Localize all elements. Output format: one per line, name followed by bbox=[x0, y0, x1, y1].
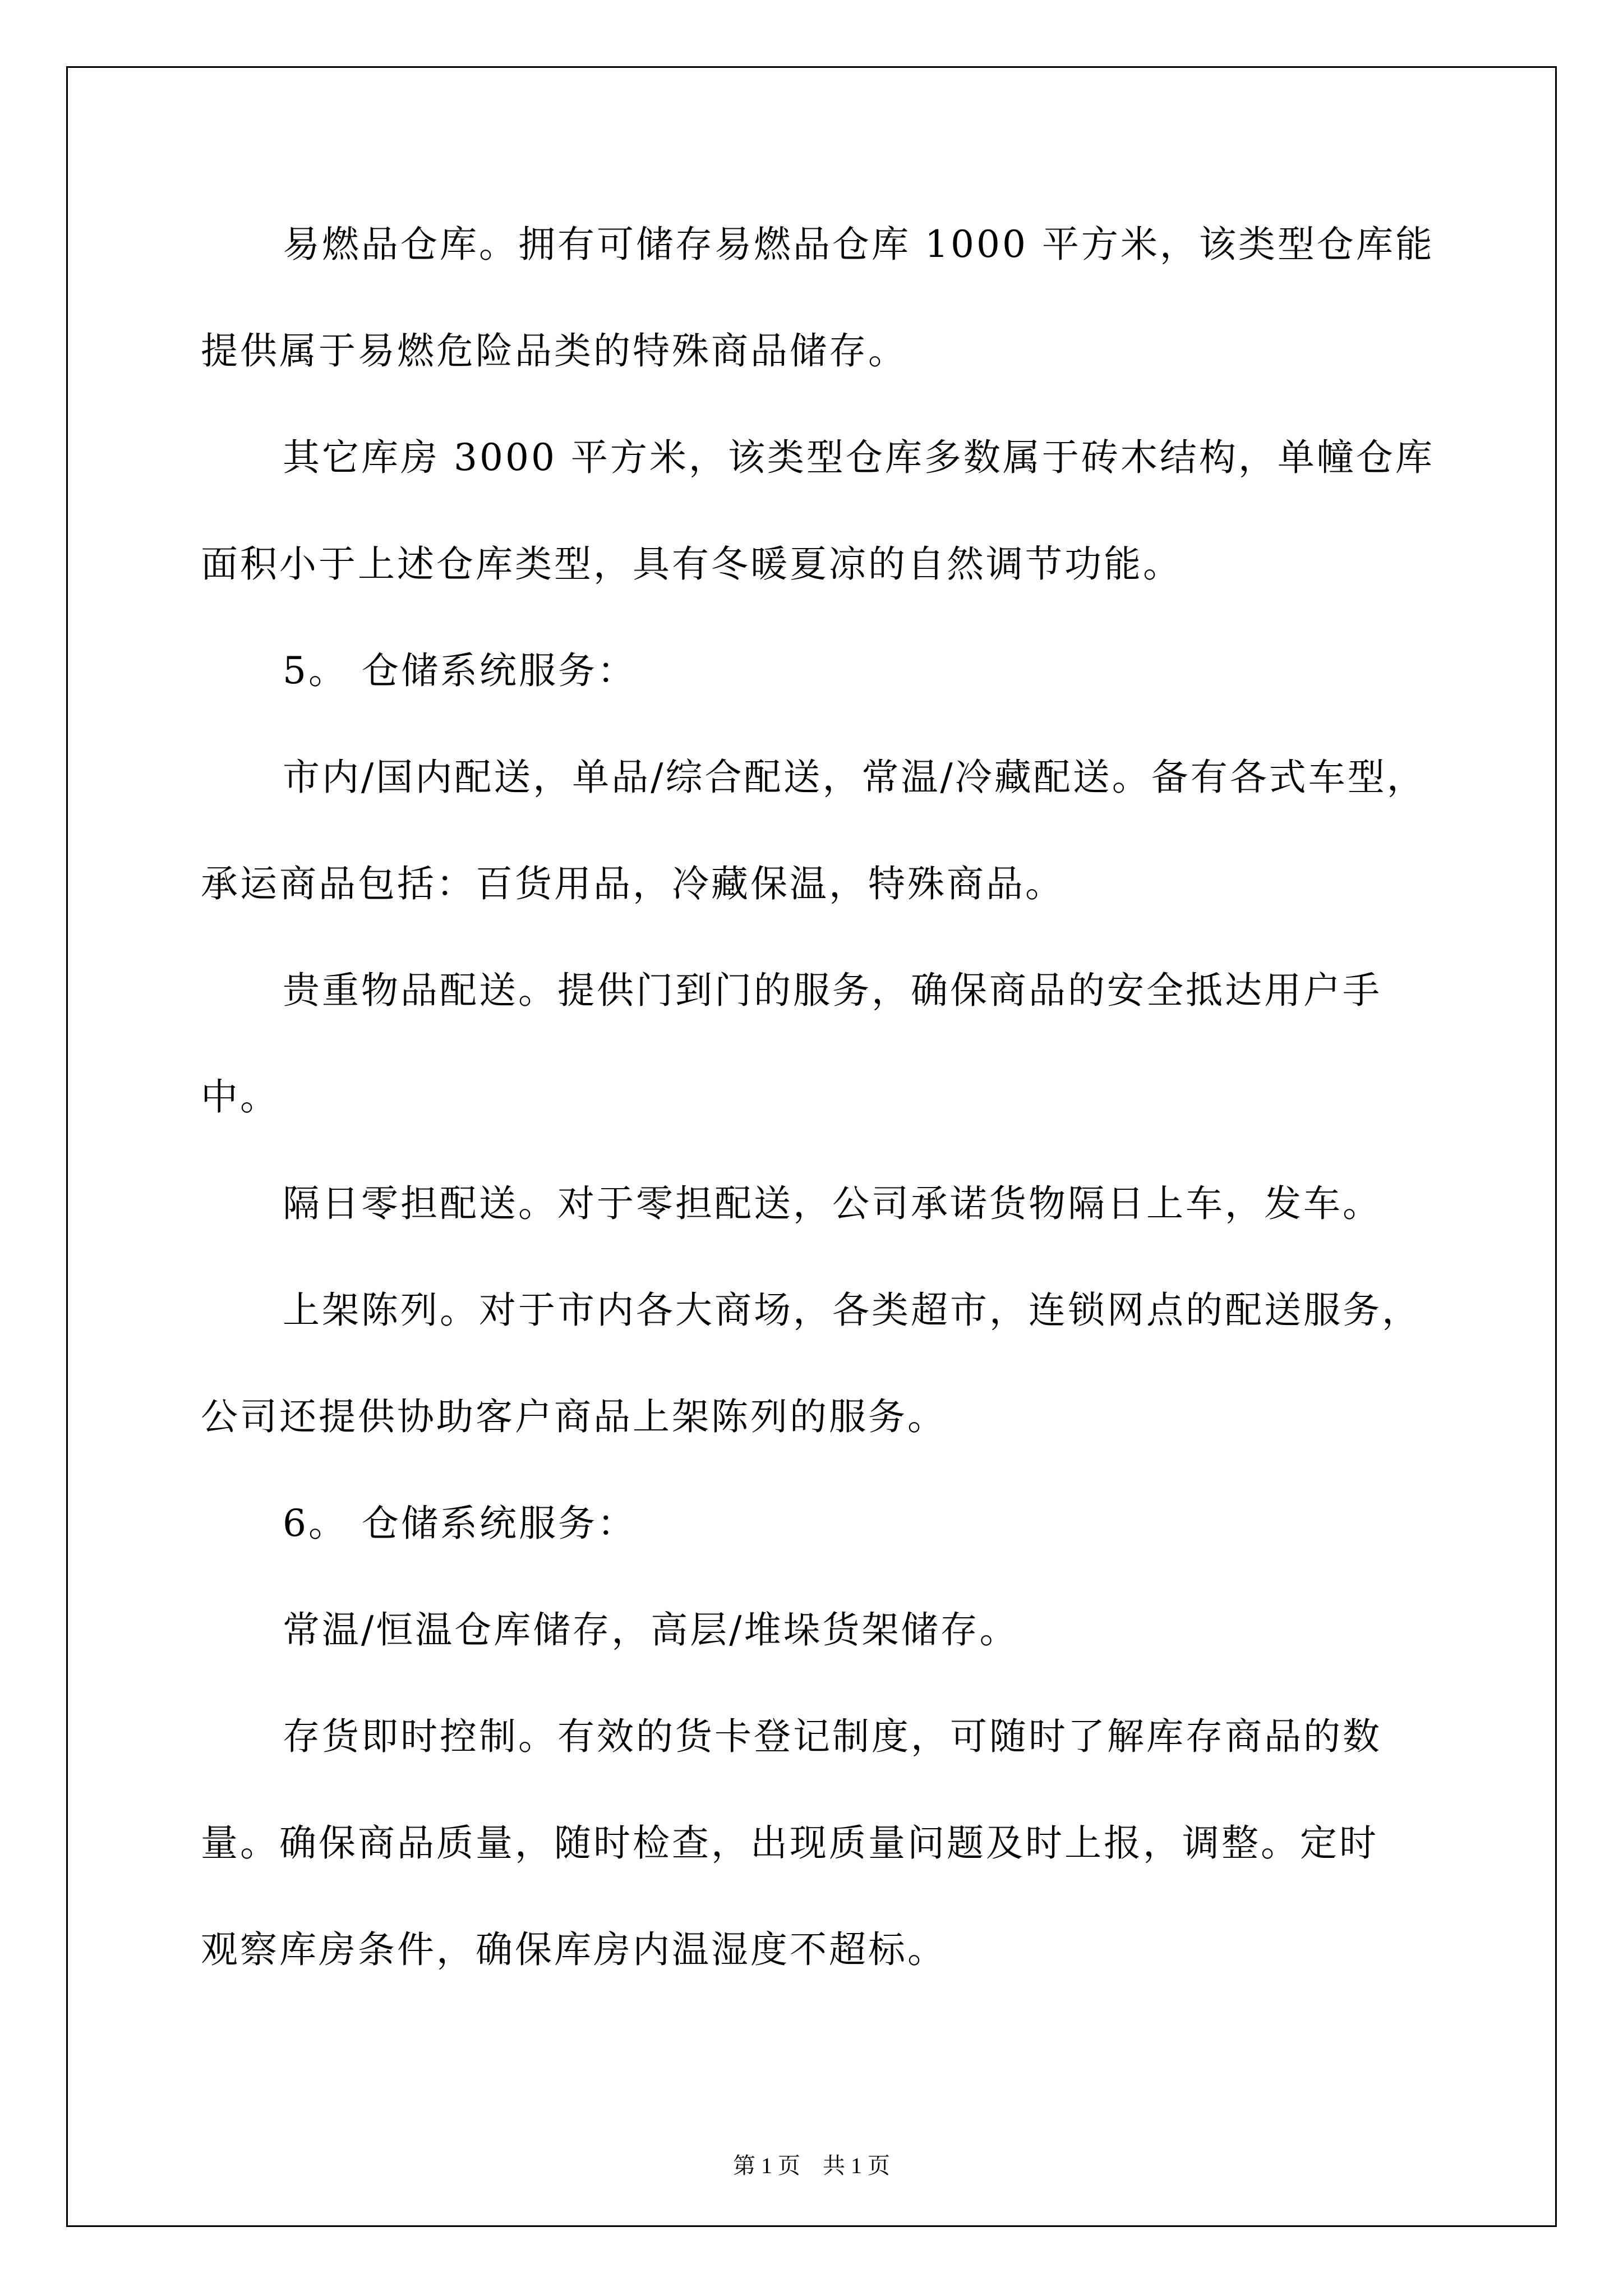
section-heading: 6。 仓储系统服务： bbox=[283, 1502, 637, 1545]
paragraph-line: 中。 bbox=[201, 1075, 279, 1119]
paragraph-line: 常温/恒温仓库储存，高层/堆垛货架储存。 bbox=[283, 1608, 1019, 1651]
paragraph-line: 承运商品包括：百货用品，冷藏保温，特殊商品。 bbox=[201, 862, 1064, 905]
page-border bbox=[66, 66, 1557, 2227]
paragraph-line: 易燃品仓库。拥有可储存易燃品仓库 1000 平方米，该类型仓库能 bbox=[283, 223, 1435, 266]
paragraph-line: 观察库房条件，确保库房内温湿度不超标。 bbox=[201, 1928, 947, 1971]
paragraph-line: 量。确保商品质量，随时检查，出现质量问题及时上报，调整。定时 bbox=[201, 1821, 1378, 1865]
paragraph-line: 公司还提供协助客户商品上架陈列的服务。 bbox=[201, 1395, 947, 1438]
paragraph-line: 面积小于上述仓库类型，具有冬暖夏凉的自然调节功能。 bbox=[201, 542, 1182, 586]
paragraph-line: 上架陈列。对于市内各大商场，各类超市，连锁网点的配送服务， bbox=[283, 1289, 1421, 1332]
paragraph-line: 存货即时控制。有效的货卡登记制度，可随时了解库存商品的数 bbox=[283, 1715, 1382, 1758]
section-heading: 5。 仓储系统服务： bbox=[283, 649, 637, 692]
paragraph-line: 隔日零担配送。对于零担配送，公司承诺货物隔日上车，发车。 bbox=[283, 1182, 1382, 1225]
paragraph-line: 提供属于易燃危险品类的特殊商品储存。 bbox=[201, 329, 907, 372]
paragraph-line: 其它库房 3000 平方米，该类型仓库多数属于砖木结构，单幢仓库 bbox=[283, 436, 1435, 479]
page-footer: 第 1 页 共 1 页 bbox=[733, 2153, 890, 2178]
paragraph-line: 贵重物品配送。提供门到门的服务，确保商品的安全抵达用户手 bbox=[283, 969, 1382, 1012]
paragraph-line: 市内/国内配送，单品/综合配送，常温/冷藏配送。备有各式车型， bbox=[283, 756, 1426, 799]
